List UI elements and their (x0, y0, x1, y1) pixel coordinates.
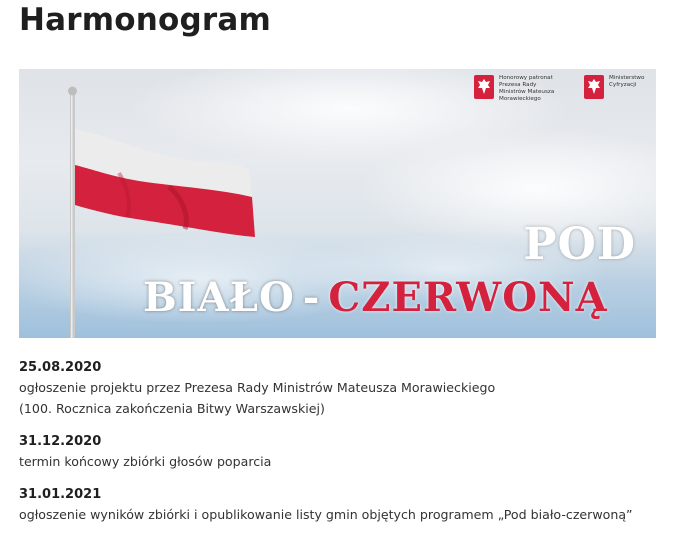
banner-image (19, 69, 656, 338)
entry-date: 31.12.2020 (19, 434, 102, 449)
entry-description: ogłoszenie wyników zbiórki i opublikowanie listy gmin objętych programem „Pod biało-czerwoną” (19, 507, 633, 522)
entry-description: ogłoszenie projektu przez Prezesa Rady Ministrów Mateusza Morawieckiego (19, 380, 496, 395)
banner-slogan (143, 274, 608, 321)
patron-block-ministry (584, 75, 649, 99)
patron-label-pm: Honorowy patronat Prezesa Rady Ministrów Mateusza Morawieckiego (499, 75, 555, 102)
banner-word-czerwona: CZERWONĄ (328, 274, 608, 321)
patron-block-pm (474, 75, 561, 103)
entry-date: 31.01.2021 (19, 487, 102, 502)
schedule-entry (19, 358, 669, 419)
page-title: Harmonogram (19, 2, 272, 38)
banner-word-dash: - (302, 274, 321, 321)
entry-date: 25.08.2020 (19, 360, 102, 375)
polish-eagle-icon (584, 75, 604, 99)
schedule-entry (19, 432, 669, 472)
polish-eagle-icon (474, 75, 494, 99)
entry-description: termin końcowy zbiórki głosów poparcia (19, 454, 272, 469)
patron-label-ministry: Ministerstwo Cyfryzacji (609, 75, 645, 88)
banner-word-pod: POD (523, 219, 636, 270)
entry-description: (100. Rocznica zakończenia Bitwy Warszawskiej) (19, 401, 325, 416)
banner-word-bialo: BIAŁO (143, 274, 295, 321)
schedule-list (19, 358, 669, 538)
schedule-entry (19, 485, 669, 525)
